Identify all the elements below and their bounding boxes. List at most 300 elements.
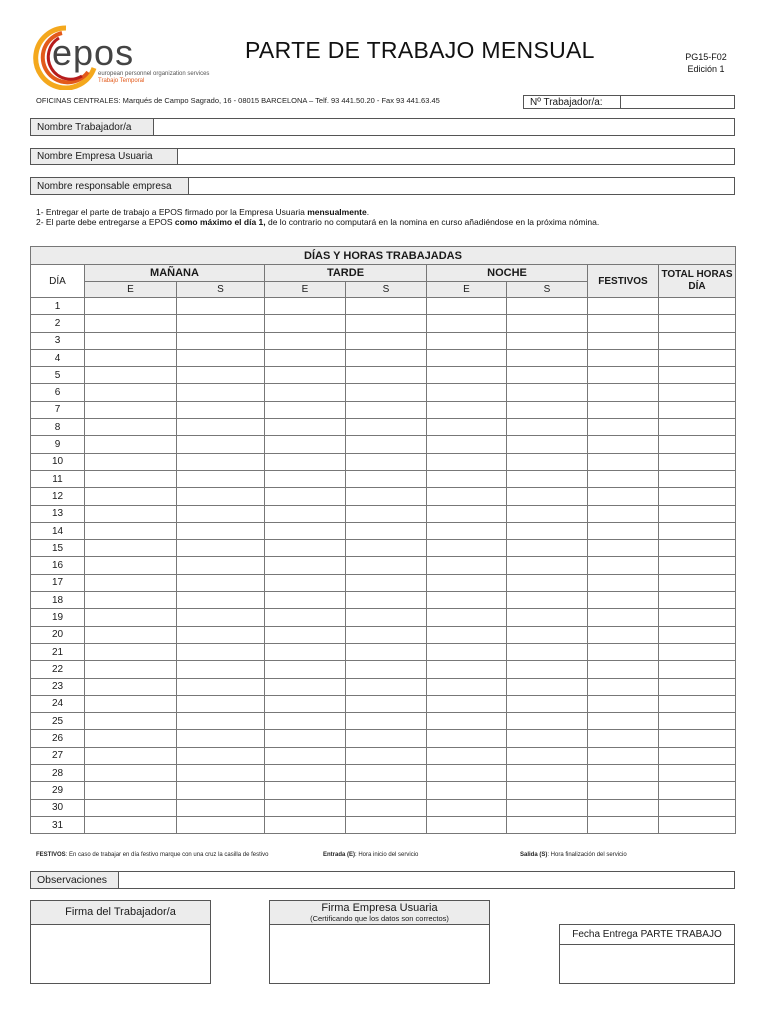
day-number: 9	[31, 436, 85, 453]
noche-salida-cell[interactable]	[507, 799, 588, 816]
tarde-entrada-cell[interactable]	[265, 419, 346, 436]
tarde-entrada-cell[interactable]	[265, 453, 346, 470]
manana-entrada-cell[interactable]	[85, 609, 177, 626]
tarde-entrada-cell[interactable]	[265, 816, 346, 833]
noche-salida-cell[interactable]	[507, 765, 588, 782]
noche-entrada-cell[interactable]	[427, 315, 507, 332]
noche-salida-cell[interactable]	[507, 695, 588, 712]
col-tarde-s: S	[346, 282, 427, 298]
tarde-entrada-cell[interactable]	[265, 470, 346, 487]
festivo-cell[interactable]	[588, 799, 659, 816]
noche-salida-cell[interactable]	[507, 557, 588, 574]
tarde-salida-cell[interactable]	[346, 367, 427, 384]
noche-entrada-cell[interactable]	[427, 643, 507, 660]
manana-salida-cell[interactable]	[177, 332, 265, 349]
tarde-salida-cell[interactable]	[346, 453, 427, 470]
manana-salida-cell[interactable]	[177, 782, 265, 799]
tarde-entrada-cell[interactable]	[265, 799, 346, 816]
manana-salida-cell[interactable]	[177, 453, 265, 470]
table-row	[31, 747, 736, 764]
table-row	[31, 695, 736, 712]
noche-salida-cell[interactable]	[507, 298, 588, 315]
office-address: OFICINAS CENTRALES: Marqués de Campo Sagrado, 16 - 08015 BARCELONA – Telf. 93 441.50.20 - Fax 93 441.63.45	[36, 96, 440, 105]
observaciones-label: Observaciones	[31, 872, 119, 888]
noche-entrada-cell[interactable]	[427, 678, 507, 695]
noche-salida-cell[interactable]	[507, 713, 588, 730]
noche-salida-cell[interactable]	[507, 522, 588, 539]
festivo-cell[interactable]	[588, 747, 659, 764]
manana-salida-cell[interactable]	[177, 419, 265, 436]
noche-salida-cell[interactable]	[507, 436, 588, 453]
noche-salida-cell[interactable]	[507, 661, 588, 678]
manana-entrada-cell[interactable]	[85, 419, 177, 436]
noche-entrada-cell[interactable]	[427, 384, 507, 401]
festivo-cell[interactable]	[588, 540, 659, 557]
manana-entrada-cell[interactable]	[85, 470, 177, 487]
total-hours-cell[interactable]	[659, 557, 736, 574]
noche-entrada-cell[interactable]	[427, 436, 507, 453]
festivo-cell[interactable]	[588, 592, 659, 609]
festivo-cell[interactable]	[588, 298, 659, 315]
table-row	[31, 505, 736, 522]
tarde-entrada-cell[interactable]	[265, 626, 346, 643]
total-hours-cell[interactable]	[659, 816, 736, 833]
tarde-entrada-cell[interactable]	[265, 661, 346, 678]
noche-entrada-cell[interactable]	[427, 765, 507, 782]
tarde-entrada-cell[interactable]	[265, 349, 346, 366]
manana-entrada-cell[interactable]	[85, 816, 177, 833]
noche-salida-cell[interactable]	[507, 782, 588, 799]
festivo-cell[interactable]	[588, 643, 659, 660]
noche-entrada-cell[interactable]	[427, 367, 507, 384]
tarde-entrada-cell[interactable]	[265, 557, 346, 574]
noche-salida-cell[interactable]	[507, 730, 588, 747]
noche-salida-cell[interactable]	[507, 540, 588, 557]
manana-entrada-cell[interactable]	[85, 695, 177, 712]
tarde-entrada-cell[interactable]	[265, 747, 346, 764]
festivo-cell[interactable]	[588, 349, 659, 366]
noche-salida-cell[interactable]	[507, 470, 588, 487]
noche-salida-cell[interactable]	[507, 349, 588, 366]
manana-salida-cell[interactable]	[177, 574, 265, 591]
manana-entrada-cell[interactable]	[85, 401, 177, 418]
manana-entrada-cell[interactable]	[85, 678, 177, 695]
manana-salida-cell[interactable]	[177, 678, 265, 695]
festivo-cell[interactable]	[588, 678, 659, 695]
total-hours-cell[interactable]	[659, 470, 736, 487]
delivery-date-box[interactable]	[559, 924, 735, 984]
tarde-salida-cell[interactable]	[346, 799, 427, 816]
tarde-salida-cell[interactable]	[346, 488, 427, 505]
tarde-entrada-cell[interactable]	[265, 574, 346, 591]
total-hours-cell[interactable]	[659, 747, 736, 764]
noche-salida-cell[interactable]	[507, 419, 588, 436]
noche-salida-cell[interactable]	[507, 384, 588, 401]
noche-entrada-cell[interactable]	[427, 349, 507, 366]
festivo-cell[interactable]	[588, 401, 659, 418]
noche-entrada-cell[interactable]	[427, 592, 507, 609]
col-manana: MAÑANA	[85, 265, 265, 282]
festivo-cell[interactable]	[588, 384, 659, 401]
total-hours-cell[interactable]	[659, 436, 736, 453]
festivo-cell[interactable]	[588, 488, 659, 505]
manana-entrada-cell[interactable]	[85, 332, 177, 349]
manana-entrada-cell[interactable]	[85, 298, 177, 315]
day-number: 15	[31, 540, 85, 557]
col-festivos: FESTIVOS	[588, 265, 659, 298]
manana-salida-cell[interactable]	[177, 315, 265, 332]
manana-entrada-cell[interactable]	[85, 765, 177, 782]
table-row	[31, 488, 736, 505]
tarde-salida-cell[interactable]	[346, 419, 427, 436]
col-total: TOTAL HORAS DÍA	[659, 265, 736, 298]
noche-entrada-cell[interactable]	[427, 453, 507, 470]
noche-entrada-cell[interactable]	[427, 540, 507, 557]
observaciones-field[interactable]	[30, 871, 735, 889]
festivo-cell[interactable]	[588, 574, 659, 591]
noche-salida-cell[interactable]	[507, 747, 588, 764]
tarde-salida-cell[interactable]	[346, 298, 427, 315]
total-hours-cell[interactable]	[659, 609, 736, 626]
tarde-entrada-cell[interactable]	[265, 436, 346, 453]
col-tarde: TARDE	[265, 265, 427, 282]
tarde-entrada-cell[interactable]	[265, 488, 346, 505]
festivo-cell[interactable]	[588, 419, 659, 436]
festivo-cell[interactable]	[588, 470, 659, 487]
noche-entrada-cell[interactable]	[427, 730, 507, 747]
tarde-salida-cell[interactable]	[346, 505, 427, 522]
manana-salida-cell[interactable]	[177, 695, 265, 712]
total-hours-cell[interactable]	[659, 332, 736, 349]
noche-entrada-cell[interactable]	[427, 626, 507, 643]
noche-salida-cell[interactable]	[507, 643, 588, 660]
manana-entrada-cell[interactable]	[85, 488, 177, 505]
total-hours-cell[interactable]	[659, 765, 736, 782]
tarde-salida-cell[interactable]	[346, 609, 427, 626]
noche-entrada-cell[interactable]	[427, 816, 507, 833]
tarde-entrada-cell[interactable]	[265, 713, 346, 730]
manana-entrada-cell[interactable]	[85, 453, 177, 470]
festivo-cell[interactable]	[588, 730, 659, 747]
festivo-cell[interactable]	[588, 332, 659, 349]
tarde-salida-cell[interactable]	[346, 522, 427, 539]
table-row	[31, 713, 736, 730]
festivo-cell[interactable]	[588, 782, 659, 799]
tarde-salida-cell[interactable]	[346, 661, 427, 678]
manana-entrada-cell[interactable]	[85, 436, 177, 453]
manana-entrada-cell[interactable]	[85, 713, 177, 730]
table-row	[31, 349, 736, 366]
total-hours-cell[interactable]	[659, 298, 736, 315]
total-hours-cell[interactable]	[659, 643, 736, 660]
tarde-salida-cell[interactable]	[346, 765, 427, 782]
logo-name: epos	[52, 32, 135, 73]
responsible-name-field[interactable]	[30, 177, 735, 195]
manana-salida-cell[interactable]	[177, 522, 265, 539]
tarde-entrada-cell[interactable]	[265, 315, 346, 332]
tarde-salida-cell[interactable]	[346, 349, 427, 366]
total-hours-cell[interactable]	[659, 540, 736, 557]
noche-entrada-cell[interactable]	[427, 661, 507, 678]
manana-salida-cell[interactable]	[177, 557, 265, 574]
table-row	[31, 401, 736, 418]
manana-salida-cell[interactable]	[177, 661, 265, 678]
manana-salida-cell[interactable]	[177, 643, 265, 660]
festivo-cell[interactable]	[588, 557, 659, 574]
total-hours-cell[interactable]	[659, 505, 736, 522]
total-hours-cell[interactable]	[659, 661, 736, 678]
festivo-cell[interactable]	[588, 522, 659, 539]
noche-entrada-cell[interactable]	[427, 747, 507, 764]
festivo-cell[interactable]	[588, 367, 659, 384]
manana-entrada-cell[interactable]	[85, 315, 177, 332]
tarde-entrada-cell[interactable]	[265, 332, 346, 349]
noche-salida-cell[interactable]	[507, 367, 588, 384]
tarde-entrada-cell[interactable]	[265, 384, 346, 401]
day-number: 13	[31, 505, 85, 522]
total-hours-cell[interactable]	[659, 315, 736, 332]
day-number: 16	[31, 557, 85, 574]
total-hours-cell[interactable]	[659, 401, 736, 418]
worker-name-field[interactable]	[30, 118, 735, 136]
manana-salida-cell[interactable]	[177, 349, 265, 366]
table-row	[31, 367, 736, 384]
tarde-entrada-cell[interactable]	[265, 643, 346, 660]
total-hours-cell[interactable]	[659, 522, 736, 539]
noche-salida-cell[interactable]	[507, 678, 588, 695]
day-number: 20	[31, 626, 85, 643]
noche-entrada-cell[interactable]	[427, 401, 507, 418]
festivo-cell[interactable]	[588, 315, 659, 332]
manana-entrada-cell[interactable]	[85, 626, 177, 643]
manana-salida-cell[interactable]	[177, 384, 265, 401]
worker-signature-label: Firma del Trabajador/a	[31, 901, 210, 925]
total-hours-cell[interactable]	[659, 678, 736, 695]
noche-salida-cell[interactable]	[507, 609, 588, 626]
tarde-entrada-cell[interactable]	[265, 730, 346, 747]
manana-entrada-cell[interactable]	[85, 540, 177, 557]
noche-entrada-cell[interactable]	[427, 574, 507, 591]
manana-salida-cell[interactable]	[177, 298, 265, 315]
manana-entrada-cell[interactable]	[85, 557, 177, 574]
manana-salida-cell[interactable]	[177, 713, 265, 730]
manana-entrada-cell[interactable]	[85, 367, 177, 384]
noche-entrada-cell[interactable]	[427, 782, 507, 799]
day-number: 18	[31, 592, 85, 609]
table-title: DÍAS Y HORAS TRABAJADAS	[31, 247, 736, 265]
manana-salida-cell[interactable]	[177, 505, 265, 522]
noche-entrada-cell[interactable]	[427, 419, 507, 436]
manana-entrada-cell[interactable]	[85, 384, 177, 401]
manana-entrada-cell[interactable]	[85, 799, 177, 816]
day-number: 21	[31, 643, 85, 660]
manana-entrada-cell[interactable]	[85, 661, 177, 678]
tarde-entrada-cell[interactable]	[265, 367, 346, 384]
day-number: 17	[31, 574, 85, 591]
festivo-cell[interactable]	[588, 695, 659, 712]
manana-entrada-cell[interactable]	[85, 522, 177, 539]
manana-entrada-cell[interactable]	[85, 730, 177, 747]
manana-entrada-cell[interactable]	[85, 574, 177, 591]
hours-table	[30, 246, 736, 834]
noche-salida-cell[interactable]	[507, 315, 588, 332]
tarde-entrada-cell[interactable]	[265, 522, 346, 539]
tarde-entrada-cell[interactable]	[265, 298, 346, 315]
noche-entrada-cell[interactable]	[427, 505, 507, 522]
tarde-salida-cell[interactable]	[346, 695, 427, 712]
legend-festivos: FESTIVOS: En caso de trabajar en día festivo marque con una cruz la casilla de festivo	[36, 852, 269, 858]
noche-entrada-cell[interactable]	[427, 488, 507, 505]
manana-entrada-cell[interactable]	[85, 505, 177, 522]
total-hours-cell[interactable]	[659, 367, 736, 384]
tarde-salida-cell[interactable]	[346, 730, 427, 747]
manana-salida-cell[interactable]	[177, 401, 265, 418]
manana-salida-cell[interactable]	[177, 747, 265, 764]
total-hours-cell[interactable]	[659, 730, 736, 747]
noche-entrada-cell[interactable]	[427, 298, 507, 315]
table-row	[31, 592, 736, 609]
festivo-cell[interactable]	[588, 661, 659, 678]
tarde-salida-cell[interactable]	[346, 816, 427, 833]
manana-salida-cell[interactable]	[177, 730, 265, 747]
day-number: 10	[31, 453, 85, 470]
total-hours-cell[interactable]	[659, 799, 736, 816]
total-hours-cell[interactable]	[659, 574, 736, 591]
tarde-salida-cell[interactable]	[346, 747, 427, 764]
festivo-cell[interactable]	[588, 436, 659, 453]
tarde-entrada-cell[interactable]	[265, 401, 346, 418]
tarde-entrada-cell[interactable]	[265, 592, 346, 609]
total-hours-cell[interactable]	[659, 626, 736, 643]
day-number: 11	[31, 470, 85, 487]
tarde-salida-cell[interactable]	[346, 782, 427, 799]
day-number: 12	[31, 488, 85, 505]
tarde-entrada-cell[interactable]	[265, 678, 346, 695]
festivo-cell[interactable]	[588, 609, 659, 626]
festivo-cell[interactable]	[588, 816, 659, 833]
table-row	[31, 765, 736, 782]
manana-entrada-cell[interactable]	[85, 782, 177, 799]
tarde-salida-cell[interactable]	[346, 470, 427, 487]
tarde-entrada-cell[interactable]	[265, 765, 346, 782]
noche-salida-cell[interactable]	[507, 332, 588, 349]
tarde-salida-cell[interactable]	[346, 678, 427, 695]
noche-salida-cell[interactable]	[507, 592, 588, 609]
noche-salida-cell[interactable]	[507, 488, 588, 505]
tarde-entrada-cell[interactable]	[265, 695, 346, 712]
festivo-cell[interactable]	[588, 626, 659, 643]
day-number: 28	[31, 765, 85, 782]
worker-signature-box[interactable]	[30, 900, 211, 984]
manana-salida-cell[interactable]	[177, 436, 265, 453]
noche-entrada-cell[interactable]	[427, 695, 507, 712]
manana-salida-cell[interactable]	[177, 609, 265, 626]
manana-salida-cell[interactable]	[177, 367, 265, 384]
total-hours-cell[interactable]	[659, 695, 736, 712]
total-hours-cell[interactable]	[659, 419, 736, 436]
tarde-entrada-cell[interactable]	[265, 540, 346, 557]
total-hours-cell[interactable]	[659, 384, 736, 401]
manana-salida-cell[interactable]	[177, 540, 265, 557]
worker-number-field[interactable]	[523, 95, 735, 109]
total-hours-cell[interactable]	[659, 713, 736, 730]
day-number: 6	[31, 384, 85, 401]
day-number: 26	[31, 730, 85, 747]
tarde-salida-cell[interactable]	[346, 384, 427, 401]
manana-entrada-cell[interactable]	[85, 349, 177, 366]
tarde-salida-cell[interactable]	[346, 401, 427, 418]
total-hours-cell[interactable]	[659, 349, 736, 366]
tarde-entrada-cell[interactable]	[265, 505, 346, 522]
noche-entrada-cell[interactable]	[427, 470, 507, 487]
noche-entrada-cell[interactable]	[427, 557, 507, 574]
day-number: 30	[31, 799, 85, 816]
day-number: 5	[31, 367, 85, 384]
festivo-cell[interactable]	[588, 453, 659, 470]
total-hours-cell[interactable]	[659, 782, 736, 799]
total-hours-cell[interactable]	[659, 488, 736, 505]
tarde-salida-cell[interactable]	[346, 540, 427, 557]
festivo-cell[interactable]	[588, 505, 659, 522]
manana-salida-cell[interactable]	[177, 816, 265, 833]
company-name-field[interactable]	[30, 148, 735, 165]
tarde-entrada-cell[interactable]	[265, 782, 346, 799]
manana-entrada-cell[interactable]	[85, 747, 177, 764]
tarde-salida-cell[interactable]	[346, 332, 427, 349]
day-number: 24	[31, 695, 85, 712]
tarde-salida-cell[interactable]	[346, 574, 427, 591]
manana-salida-cell[interactable]	[177, 488, 265, 505]
noche-entrada-cell[interactable]	[427, 522, 507, 539]
noche-salida-cell[interactable]	[507, 505, 588, 522]
noche-salida-cell[interactable]	[507, 401, 588, 418]
page-title: PARTE DE TRABAJO MENSUAL	[245, 37, 595, 63]
manana-entrada-cell[interactable]	[85, 592, 177, 609]
tarde-salida-cell[interactable]	[346, 713, 427, 730]
company-signature-box[interactable]	[269, 900, 490, 984]
total-hours-cell[interactable]	[659, 592, 736, 609]
total-hours-cell[interactable]	[659, 453, 736, 470]
col-noche: NOCHE	[427, 265, 588, 282]
noche-salida-cell[interactable]	[507, 453, 588, 470]
table-row	[31, 522, 736, 539]
noche-entrada-cell[interactable]	[427, 609, 507, 626]
tarde-salida-cell[interactable]	[346, 315, 427, 332]
manana-salida-cell[interactable]	[177, 592, 265, 609]
noche-salida-cell[interactable]	[507, 574, 588, 591]
festivo-cell[interactable]	[588, 765, 659, 782]
manana-salida-cell[interactable]	[177, 799, 265, 816]
table-row	[31, 419, 736, 436]
manana-entrada-cell[interactable]	[85, 643, 177, 660]
noche-salida-cell[interactable]	[507, 626, 588, 643]
manana-salida-cell[interactable]	[177, 626, 265, 643]
noche-entrada-cell[interactable]	[427, 799, 507, 816]
manana-salida-cell[interactable]	[177, 470, 265, 487]
tarde-salida-cell[interactable]	[346, 436, 427, 453]
tarde-salida-cell[interactable]	[346, 557, 427, 574]
tarde-salida-cell[interactable]	[346, 626, 427, 643]
tarde-salida-cell[interactable]	[346, 643, 427, 660]
manana-salida-cell[interactable]	[177, 765, 265, 782]
noche-entrada-cell[interactable]	[427, 713, 507, 730]
tarde-salida-cell[interactable]	[346, 592, 427, 609]
noche-entrada-cell[interactable]	[427, 332, 507, 349]
tarde-entrada-cell[interactable]	[265, 609, 346, 626]
noche-salida-cell[interactable]	[507, 816, 588, 833]
col-manana-s: S	[177, 282, 265, 298]
festivo-cell[interactable]	[588, 713, 659, 730]
